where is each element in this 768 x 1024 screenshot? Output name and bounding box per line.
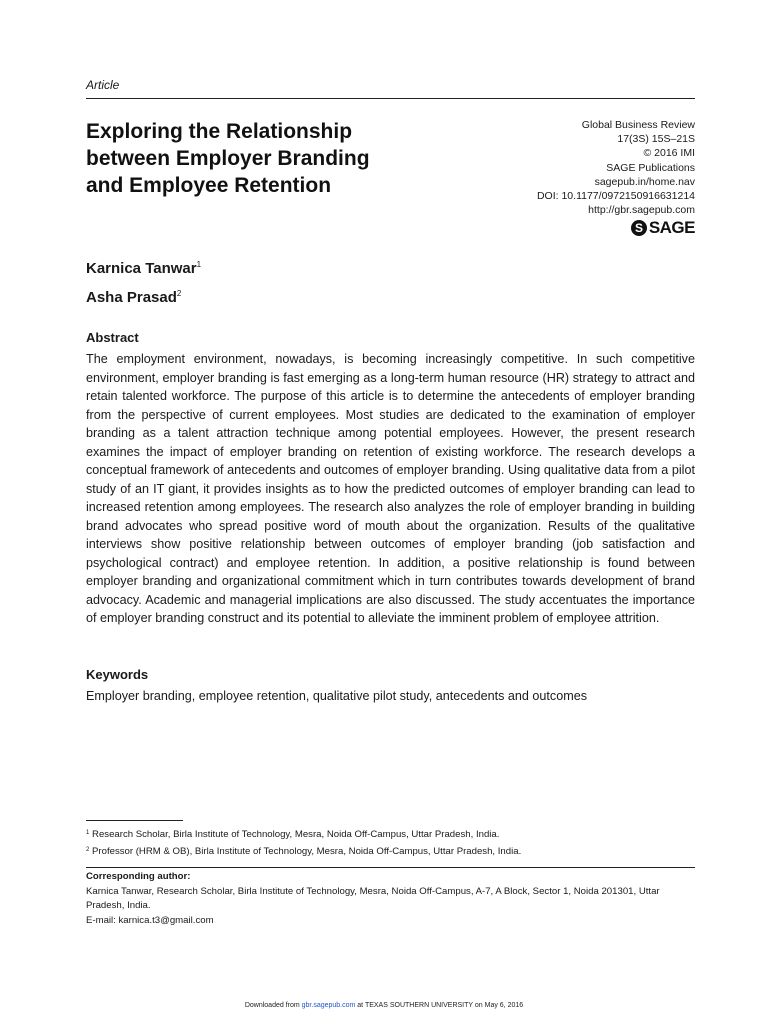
journal-volume: 17(3S) 15S–21S (617, 133, 695, 146)
correspondence-email: E-mail: karnica.t3@gmail.com (86, 914, 214, 926)
journal-url: http://gbr.sagepub.com (588, 204, 695, 217)
correspondence-block (86, 870, 695, 928)
author-list (86, 252, 201, 310)
author-affiliation-mark: 2 (176, 289, 182, 298)
title-line: between Employer Branding (86, 147, 370, 170)
keywords-heading: Keywords (86, 667, 149, 682)
abstract-text: The employment environment, nowadays, is becoming increasingly competitive. In such competitive environment, employer branding is fast emerging as a long-term human resource (HR) strategy to attract and retain talented workforce. The purpose of this article is to determine the antecedents of employer branding from the perspective of current employees. Most studies are dedicated to the examination of employer branding as a talent attraction technique among potential employees. However, the present research examines the impact of employer branding on retention of existing workforce. The research develops a conceptual framework of antecedents and outcomes of employer branding. Using qualitative data from a pilot study of an IT giant, it provides insights as to how the predicted outcomes of employer branding can lead to increased retention among employees. The research also analyzes the role of employer branding in building brand advocates who spread positive word of mouth about the organization. Results of the qualitative interviews show positive relationship between outcomes of employer branding (job satisfaction and psychological contract) and employee retention. In addition, a positive relationship is found between employer branding and organizational commitment which in turn contributes towards development of brand advocacy. Academic and managerial implications are also discussed. The study accentuates the importance of employer branding construct and its potential to alleviate the imminent problem of employee attrition. (86, 352, 695, 625)
journal-copyright: © 2016 IMI (643, 147, 695, 160)
journal-info-block (435, 118, 695, 217)
journal-name: Global Business Review (581, 119, 695, 131)
download-link[interactable]: gbr.sagepub.com (301, 1002, 356, 1009)
author (86, 252, 201, 281)
journal-publisher: SAGE Publications (606, 161, 695, 174)
abstract-heading: Abstract (86, 330, 139, 345)
title-line: and Employee Retention (86, 174, 332, 197)
footnote-text: Research Scholar, Birla Institute of Technology, Mesra, Noida Off-Campus, Uttar Pradesh, India. (92, 829, 500, 840)
footnote-rule (86, 820, 183, 821)
sage-logo (631, 218, 695, 238)
author-name: Asha Prasad (86, 289, 177, 306)
author-affiliation-mark: 1 (196, 260, 202, 269)
correspondence-rule (86, 867, 695, 868)
keywords-text: Employer branding, employee retention, qualitative pilot study, antecedents and outcomes (86, 689, 588, 703)
sage-logo-text: SAGE (648, 218, 695, 237)
footnote (86, 843, 695, 860)
correspondence-address: Karnica Tanwar, Research Scholar, Birla Institute of Technology, Mesra, Noida Off-Campus, A-7, A Block, Sector 1, Noida 201301, Uttar Pradesh, India. (86, 885, 660, 911)
journal-doi: DOI: 10.1177/0972150916631214 (536, 190, 695, 203)
author (86, 281, 201, 310)
header-rule (86, 98, 695, 99)
article-title (86, 118, 446, 199)
author-name: Karnica Tanwar (86, 260, 197, 277)
footnote-mark: 2 (86, 846, 90, 853)
correspondence-heading: Corresponding author: (86, 871, 191, 882)
footnote-mark: 1 (86, 830, 90, 836)
footnotes (86, 826, 695, 859)
title-line: Exploring the Relationship (86, 120, 353, 143)
journal-publisher-url: sagepub.in/home.nav (594, 175, 695, 188)
footnote (86, 826, 695, 843)
sage-logo-icon: S (631, 220, 647, 236)
download-notice (0, 1002, 768, 1009)
footnote-text: Professor (HRM & OB), Birla Institute of Technology, Mesra, Noida Off-Campus, Uttar Pradesh, India. (92, 845, 522, 857)
download-prefix: Downloaded from (244, 1002, 302, 1009)
download-suffix: at TEXAS SOUTHERN UNIVERSITY on May 6, 2016 (355, 1002, 524, 1009)
article-type-label: Article (86, 78, 120, 92)
